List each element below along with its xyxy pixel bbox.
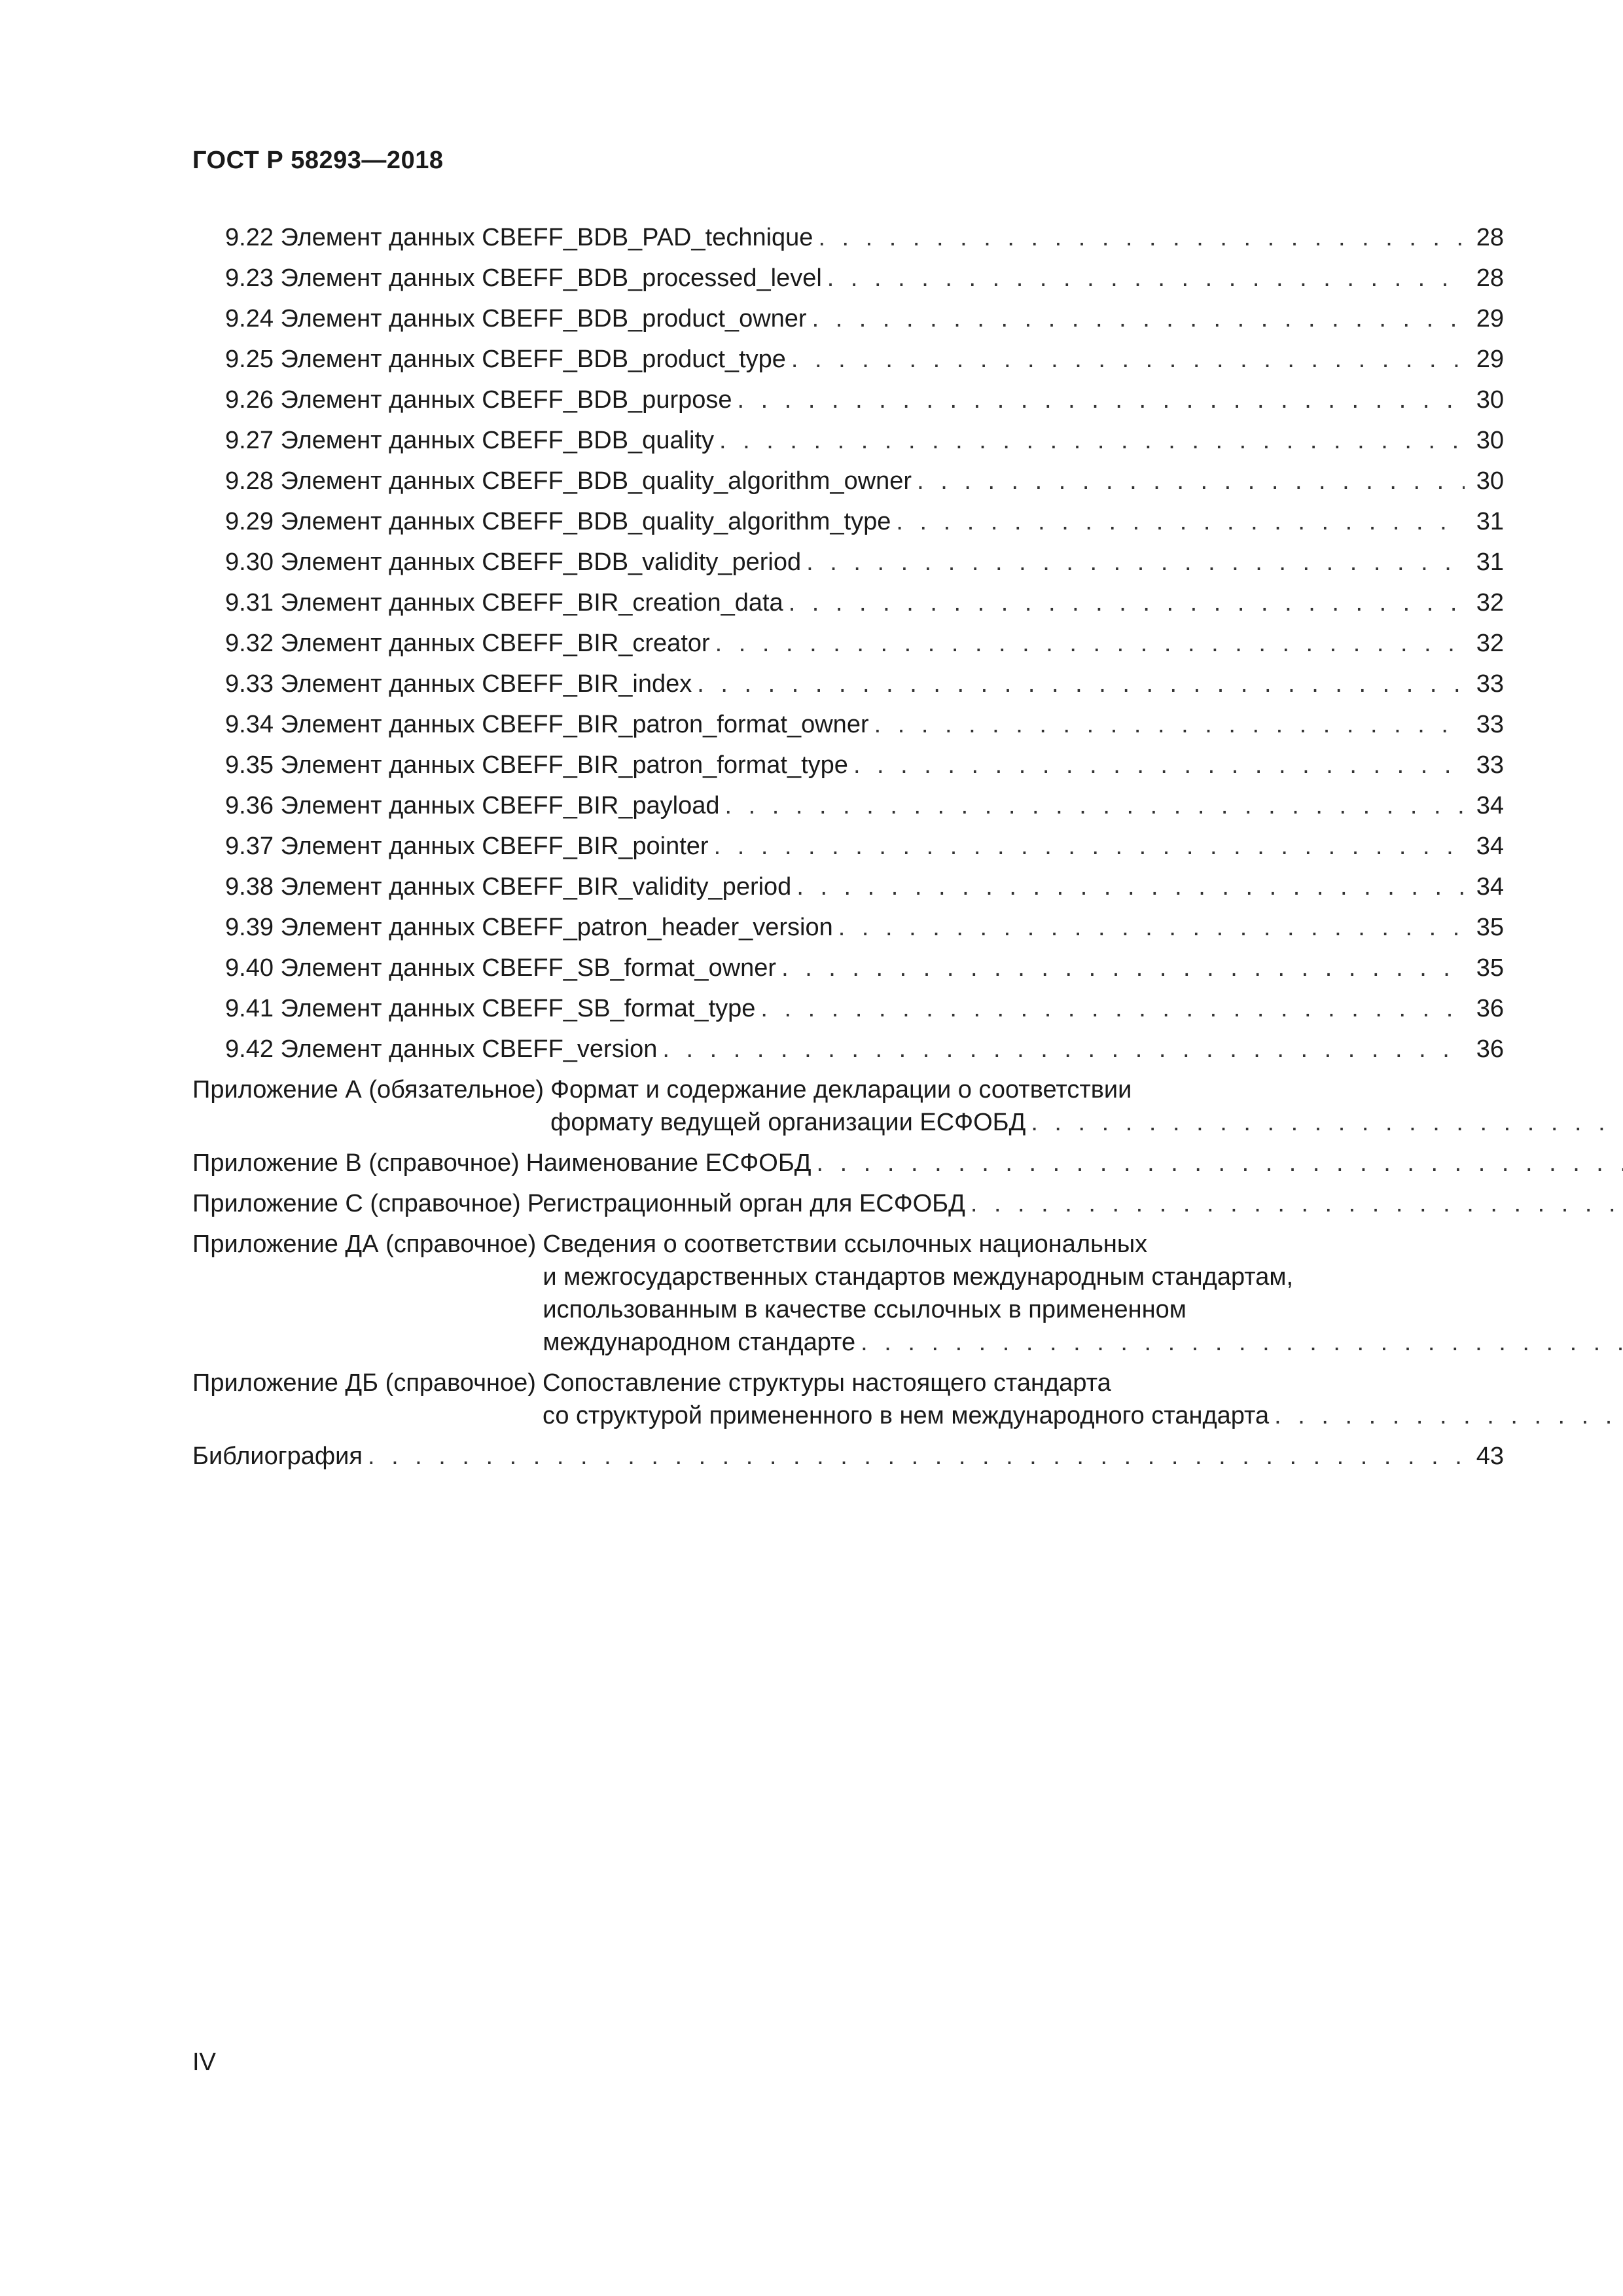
toc-entry[interactable]: [225, 870, 1504, 903]
toc-entry[interactable]: [225, 586, 1504, 619]
toc-entry-title: 9.30 Элемент данных CBEFF_BDB_validity_period: [225, 548, 802, 576]
toc-entry-title: 9.33 Элемент данных CBEFF_BIR_index: [225, 670, 692, 698]
dot-leader: [662, 1033, 1465, 1066]
toc-entry[interactable]: [225, 262, 1504, 295]
dot-leader: [719, 424, 1465, 457]
appendix-title-line: использованным в качестве ссылочных в примененном: [543, 1296, 1186, 1323]
toc-entry[interactable]: [225, 992, 1504, 1025]
dot-leader: [896, 505, 1465, 538]
dot-leader: [812, 302, 1465, 335]
toc-entry-title: 9.40 Элемент данных CBEFF_SB_format_owner: [225, 954, 777, 982]
toc-entry-title: 9.38 Элемент данных CBEFF_BIR_validity_period: [225, 873, 792, 901]
toc-entry-title: 9.35 Элемент данных CBEFF_BIR_patron_format_type: [225, 751, 848, 779]
toc-entry-title: Библиография: [192, 1443, 363, 1470]
toc-entry-page: 35: [1476, 914, 1504, 941]
toc-entry[interactable]: [225, 627, 1504, 660]
appendix-title-line: со структурой примененного в нем международного стандарта: [542, 1402, 1270, 1429]
toc-entry-title: 9.24 Элемент данных CBEFF_BDB_product_owner: [225, 305, 807, 332]
toc-entry-title: 9.27 Элемент данных CBEFF_BDB_quality: [225, 427, 715, 454]
toc-entry-appendix[interactable]: [192, 1367, 1504, 1432]
dot-leader: [874, 708, 1465, 741]
appendix-title-line: Сопоставление структуры настоящего стандарта: [542, 1369, 1111, 1397]
toc-entry[interactable]: [225, 424, 1504, 457]
toc-entry-page: 28: [1476, 224, 1504, 251]
toc-appendices: [192, 1073, 1504, 1432]
dot-leader: [1274, 1399, 1623, 1432]
toc-entry-page: 33: [1476, 711, 1504, 738]
appendix-title-line: Формат и содержание декларации о соответствии: [550, 1076, 1132, 1103]
dot-leader: [971, 1187, 1623, 1220]
toc-entry-appendix[interactable]: [192, 1228, 1504, 1359]
toc-entry[interactable]: [225, 1033, 1504, 1066]
dot-leader: [738, 384, 1465, 416]
toc-entry-page: 31: [1476, 508, 1504, 535]
toc-entry[interactable]: [225, 952, 1504, 984]
toc-entry-title: 9.22 Элемент данных CBEFF_BDB_PAD_technique: [225, 224, 813, 251]
appendix-last-line: [550, 1106, 1623, 1139]
toc-entry-page: 32: [1476, 589, 1504, 617]
dot-leader: [917, 465, 1465, 497]
appendix-title-line: Регистрационный орган для ЕСФОБД: [527, 1190, 965, 1217]
appendix-title-line: Наименование ЕСФОБД: [526, 1149, 812, 1177]
toc-entry[interactable]: [225, 911, 1504, 944]
dot-leader: [781, 952, 1465, 984]
dot-leader: [714, 830, 1465, 863]
dot-leader: [817, 1147, 1623, 1179]
toc-entry[interactable]: [225, 668, 1504, 700]
toc-entry-page: 32: [1476, 630, 1504, 657]
toc-entry-page: 43: [1476, 1443, 1504, 1470]
dot-leader: [760, 992, 1465, 1025]
dot-leader: [796, 870, 1465, 903]
toc-entries: [192, 221, 1504, 1066]
toc-entry-title: 9.39 Элемент данных CBEFF_patron_header_version: [225, 914, 833, 941]
appendix-title-line: формату ведущей организации ЕСФОБД: [550, 1109, 1026, 1136]
toc-entry-title: 9.28 Элемент данных CBEFF_BDB_quality_algorithm_owner: [225, 467, 912, 495]
toc-entry-page: 33: [1476, 751, 1504, 779]
appendix-last-line: [527, 1187, 1623, 1220]
appendix-body: [526, 1147, 1623, 1179]
appendix-title-line: и межгосударственных стандартов международным стандартам,: [543, 1263, 1294, 1291]
toc-entry-page: 30: [1476, 427, 1504, 454]
appendix-title-line: международном стандарте: [543, 1329, 856, 1356]
toc-entry[interactable]: [225, 505, 1504, 538]
toc-entry-page: 35: [1476, 954, 1504, 982]
dot-leader: [838, 911, 1465, 944]
toc-entry-title: 9.25 Элемент данных CBEFF_BDB_product_type: [225, 346, 786, 373]
toc-entry-title: 9.29 Элемент данных CBEFF_BDB_quality_algorithm_type: [225, 508, 891, 535]
toc-entry[interactable]: [225, 789, 1504, 822]
toc-entry-title: 9.34 Элемент данных CBEFF_BIR_patron_format_owner: [225, 711, 869, 738]
dot-leader: [1031, 1106, 1623, 1139]
appendix-body: [527, 1187, 1623, 1220]
toc-entry-page: 31: [1476, 548, 1504, 576]
toc-entry[interactable]: [225, 546, 1504, 579]
dot-leader: [697, 668, 1465, 700]
toc-entry-page: 34: [1476, 873, 1504, 901]
dot-leader: [715, 627, 1465, 660]
appendix-title-line: Сведения о соответствии ссылочных национальных: [543, 1230, 1148, 1258]
appendix-prefix: Приложение В (справочное): [192, 1149, 520, 1177]
toc-entry-page: 34: [1476, 792, 1504, 819]
table-of-contents: [192, 221, 1504, 1473]
toc-entry-page: 30: [1476, 467, 1504, 495]
toc-entry-title: 9.32 Элемент данных CBEFF_BIR_creator: [225, 630, 710, 657]
appendix-prefix: Приложение ДА (справочное): [192, 1230, 537, 1258]
toc-entry[interactable]: [225, 708, 1504, 741]
dot-leader: [368, 1440, 1465, 1473]
toc-entry-title: 9.41 Элемент данных CBEFF_SB_format_type: [225, 995, 756, 1022]
appendix-prefix: Приложение ДБ (справочное): [192, 1369, 536, 1397]
dot-leader: [818, 221, 1465, 254]
dot-leader: [827, 262, 1465, 295]
dot-leader: [853, 749, 1465, 781]
appendix-body: [550, 1073, 1623, 1139]
toc-entry[interactable]: [225, 384, 1504, 416]
dot-leader: [791, 343, 1465, 376]
toc-entry-title: 9.36 Элемент данных CBEFF_BIR_payload: [225, 792, 720, 819]
appendix-prefix: Приложение С (справочное): [192, 1190, 521, 1217]
document-header: ГОСТ Р 58293—2018: [192, 147, 444, 174]
toc-entry-title: 9.26 Элемент данных CBEFF_BDB_purpose: [225, 386, 732, 414]
toc-entry-bibliography[interactable]: [192, 1440, 1504, 1473]
toc-entry-appendix[interactable]: [192, 1147, 1504, 1179]
toc-entry-title: 9.23 Элемент данных CBEFF_BDB_processed_level: [225, 264, 822, 292]
appendix-last-line: [543, 1326, 1623, 1359]
dot-leader: [861, 1326, 1623, 1359]
toc-entry-page: 29: [1476, 305, 1504, 332]
toc-entry[interactable]: [225, 830, 1504, 863]
toc-entry-page: 28: [1476, 264, 1504, 292]
toc-entry-page: 30: [1476, 386, 1504, 414]
toc-entry[interactable]: [225, 465, 1504, 497]
toc-entry-title: 9.42 Элемент данных CBEFF_version: [225, 1035, 658, 1063]
appendix-prefix: Приложение А (обязательное): [192, 1076, 544, 1103]
dot-leader: [789, 586, 1465, 619]
toc-entry[interactable]: [225, 221, 1504, 254]
dot-leader: [725, 789, 1465, 822]
toc-entry-title: 9.31 Элемент данных CBEFF_BIR_creation_data: [225, 589, 783, 617]
toc-entry-page: 33: [1476, 670, 1504, 698]
appendix-body: [543, 1228, 1623, 1359]
toc-entry-page: 36: [1476, 1035, 1504, 1063]
appendix-body: [543, 1367, 1623, 1432]
toc-entry[interactable]: [225, 749, 1504, 781]
toc-entry[interactable]: [225, 343, 1504, 376]
dot-leader: [806, 546, 1465, 579]
appendix-last-line: [526, 1147, 1623, 1179]
page-number: IV: [192, 2049, 216, 2076]
toc-entry-page: 36: [1476, 995, 1504, 1022]
toc-entry-appendix[interactable]: [192, 1073, 1504, 1139]
appendix-last-line: [543, 1399, 1623, 1432]
toc-entry-appendix[interactable]: [192, 1187, 1504, 1220]
toc-entry-page: 34: [1476, 833, 1504, 860]
toc-entry-title: 9.37 Элемент данных CBEFF_BIR_pointer: [225, 833, 709, 860]
toc-entry[interactable]: [225, 302, 1504, 335]
toc-entry-page: 29: [1476, 346, 1504, 373]
